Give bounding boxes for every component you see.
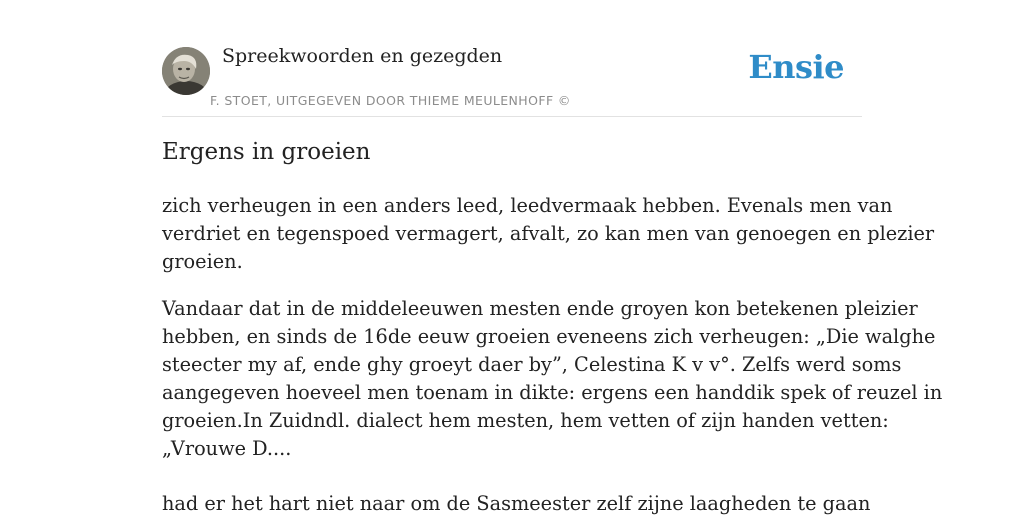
author-portrait-icon [162,47,210,95]
paragraph-line: groeien.In Zuidndl. dialect hem mesten, hem vetten of zijn handen vetten: [162,409,889,432]
entry-paragraph-3 [162,490,871,518]
paragraph-line: groeien. [162,250,243,273]
paragraph-line: steecter my af, ende ghy groeyt daer by”, Celestina K v v°. Zelfs werd soms [162,353,902,376]
paragraph-line: „Vrouwe D.... [162,437,292,460]
byline: F. STOET, UITGEGEVEN DOOR THIEME MEULENHOFF © [210,93,571,108]
entry-paragraph-1 [162,192,935,276]
entry-paragraph-2 [162,295,943,463]
paragraph-line: had er het hart niet naar om de Sasmeester zelf zijne laagheden te gaan [162,492,871,515]
paragraph-line: Vandaar dat in de middeleeuwen mesten ende groyen kon betekenen pleizier [162,297,918,320]
entry-title: Ergens in groeien [162,139,371,165]
page [162,0,943,515]
header [162,0,862,117]
paragraph-line: verdriet en tegenspoed vermagert, afvalt, zo kan men van genoegen en plezier [162,222,935,245]
ensie-logo-link[interactable]: Ensie [748,48,844,86]
book-title[interactable]: Spreekwoorden en gezegden [222,45,503,67]
paragraph-line: hebben, en sinds de 16de eeuw groeien eveneens zich verheugen: „Die walghe [162,325,936,348]
paragraph-line: aangegeven hoeveel men toenam in dikte: ergens een handdik spek of reuzel in [162,381,943,404]
author-avatar[interactable] [162,47,210,95]
paragraph-line: zich verheugen in een anders leed, leedvermaak hebben. Evenals men van [162,194,893,217]
